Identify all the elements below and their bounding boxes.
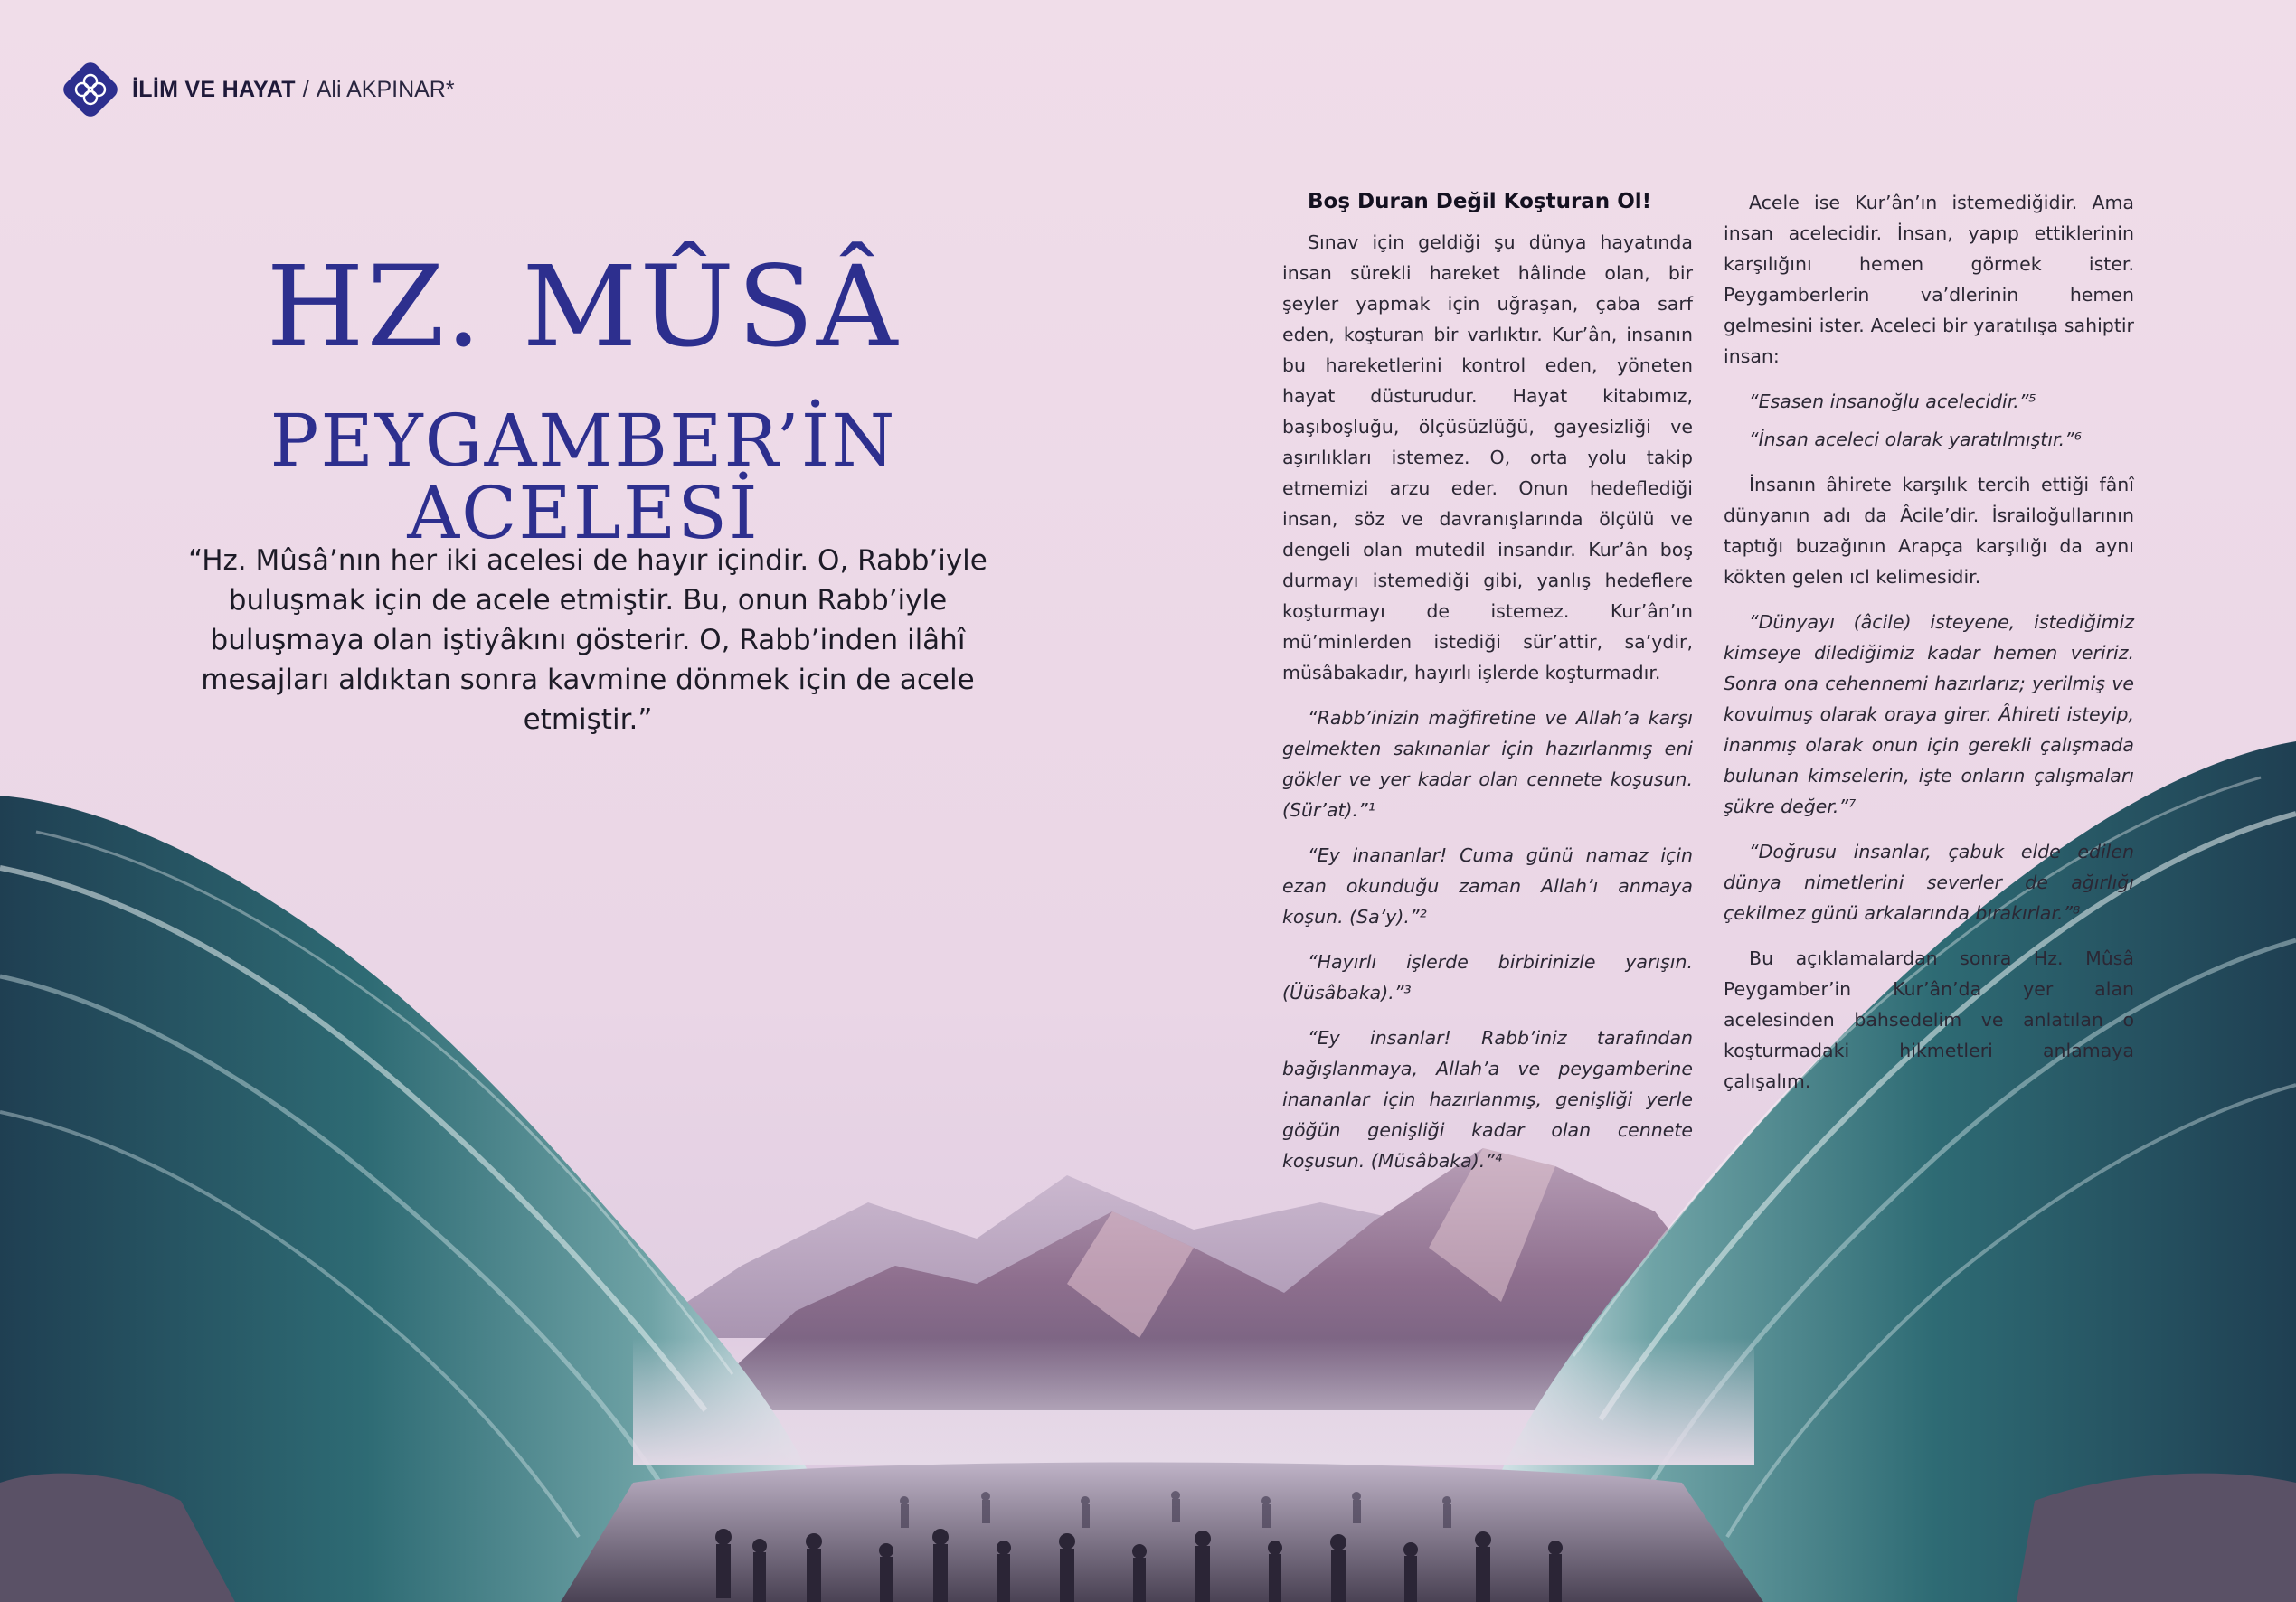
article-title-line-2: PEYGAMBER’İN ACELESİ [269,399,897,555]
text-column-2 [1724,187,2134,1111]
quote-paragraph: “Rabb’inizin mağfiretine ve Allah’a karşı gelmekten sakınanlar için hazırlanmış eni gökler ve yer kadar olan cennete koşusun. (Sür’at).”¹ [1282,707,1693,821]
paragraph: Sınav için geldiği şu dünya hayatında insan sürekli hareket hâlinde olan, bir şeyler yapmak için uğraşan, çaba sarf eden, koşturan bir varlıktır. Kur’ân, insanın bu hareketlerini kontrol eden, yöneten hayat düsturudur. Hayat kitabımız, başıboşluğu, ölçüsüzlüğü, gayesizliği ve aşırılıkları istemez. O, orta yolu takip etmemizi arzu eder. Onun hedeflediği insan, söz ve davranışlarında ölçülü ve dengeli olan mutedil insandır. Kur’ân boş durmayı istemediği gibi, yanlış hedeflere koşturmayı de istemez. Kur’ân’ın mü’minlerden istediği sür’attir, sa’ydir, müsâbakadır, hayırlı işlerde koşturmadır. [1282,231,1693,683]
column-heading: Boş Duran Değil Koşturan Ol! [1308,190,1652,213]
quote-paragraph: “İnsan aceleci olarak yaratılmıştır.”⁶ [1749,429,2082,450]
diamond-knot-icon [60,59,121,120]
paragraph: Acele ise Kur’ân’ın istemediğidir. Ama insan acelecidir. İnsan, yapıp ettiklerinin karşılığını hemen görmek ister. Peygamberlerin va’dlerinin hemen gelmesini ister. Aceleci bir yaratılışa sahiptir insan: [1724,192,2134,367]
pull-quote: “Hz. Mûsâ’nın her iki acelesi de hayır içindir. O, Rabb’iyle buluşmak için de acele etmiştir. Bu, onun Rabb’iyle buluşmaya olan iştiyâkını gösterir. O, Rabb’inden ilâhî mesajları aldıktan sonra kavmine dönmek için de acele etmiştir.” [188,544,987,736]
article-title-line-1: HZ. MÛSÂ [266,242,901,372]
quote-paragraph: “Esasen insanoğlu acelecidir.”⁵ [1749,391,2036,412]
text-column-1 [1282,187,1693,1191]
quote-paragraph: “Ey insanlar! Rabb’iniz tarafından bağışlanmaya, Allah’a ve peygamberine inananlar için hazırlanmış, genişliği yerle göğün genişliği kadar olan cennete koşusun. (Müsâbaka).”⁴ [1282,1027,1693,1172]
section-header [60,58,455,121]
quote-paragraph: “Dünyayı (âcile) isteyene, istediğimiz kimseye dilediğimiz kadar hemen veririz. Sonra ona cehennemi hazırlarız; yerilmiş ve kovulmuş olarak oraya girer. Âhireti isteyip, inanmış olarak onun için gerekli çalışmada bulunan kimselerin, işte onların çalışmaları şükre değer.”⁷ [1724,611,2134,817]
quote-paragraph: “Ey inananlar! Cuma günü namaz için ezan okunduğu zaman Allah’ı anmaya koşun. (Sa’y).”² [1282,844,1693,928]
quote-paragraph: “Doğrusu insanlar, çabuk elde edilen dünya nimetlerini severler de ağırlığı çekilmez günü arkalarında bırakırlar.”⁸ [1724,841,2134,924]
quote-paragraph: “Hayırlı işlerde birbirinizle yarışın. (Üüsâbaka).”³ [1282,951,1693,1004]
paragraph: İnsanın âhirete karşılık tercih ettiği fânî dünyanın adı da Âcile’dir. İsrailoğullarının taptığı buzağının Arapça karşılığı da aynı kökten gelen ıcl kelimesidir. [1724,474,2134,588]
header-separator: / [302,76,309,102]
section-label: İLİM VE HAYAT [132,76,296,102]
author-name: Ali AKPINAR* [316,76,455,102]
paragraph: Bu açıklamalardan sonra Hz. Mûsâ Peygamber’in Kur’ân’da yer alan acelesinden bahsedelim ve anlatılan o koşturmadaki hikmetleri anlamaya çalışalım. [1724,947,2134,1092]
